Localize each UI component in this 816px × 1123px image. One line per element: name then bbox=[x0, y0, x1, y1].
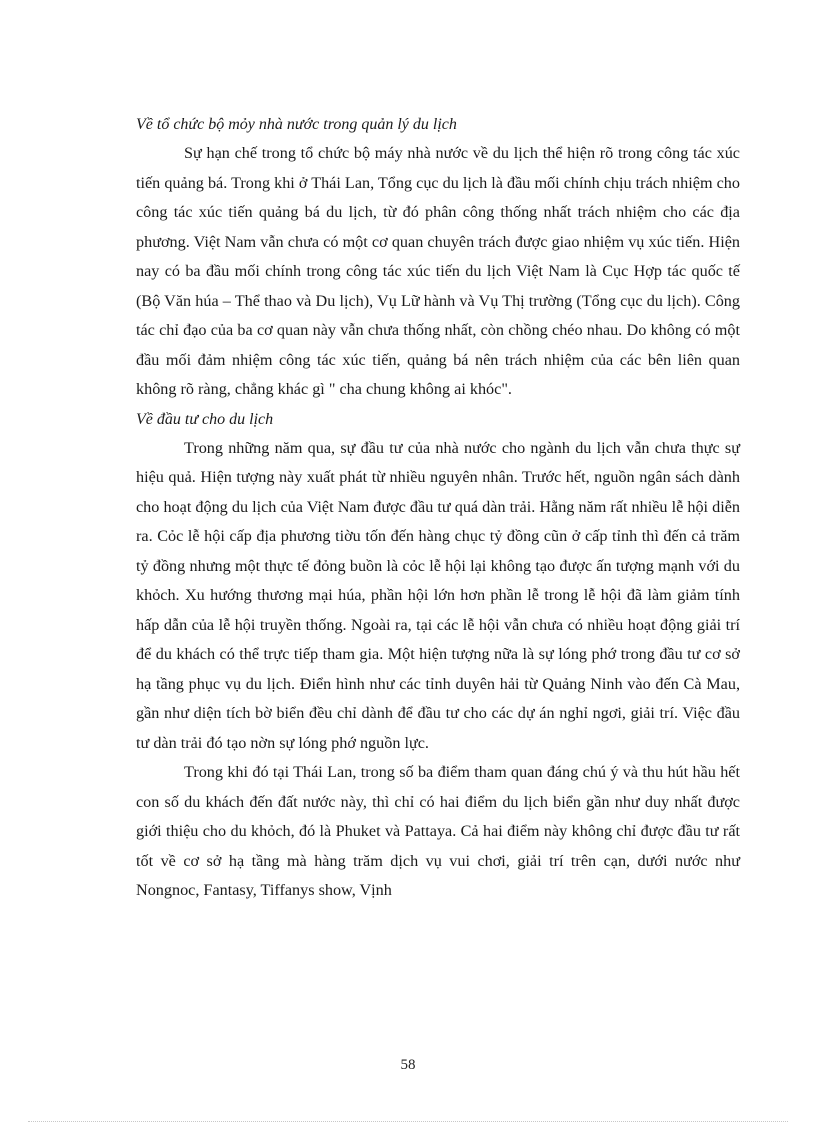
paragraph-organization: Sự hạn chế trong tổ chức bộ máy nhà nước về du lịch thể hiện rõ trong công tác xúc tiến quảng bá. Trong khi ở Thái Lan, Tổng cục du lịch là đầu mối chính chịu trách nhiệm cho công tác xúc tiến quảng bá du lịch, từ đó phân công thống nhất trách nhiệm cho các địa phương. Việt Nam vẫn chưa có một cơ quan chuyên trách được giao nhiệm vụ xúc tiến. Hiện nay có ba đầu mối chính trong công tác xúc tiến du lịch Việt Nam là Cục Hợp tác quốc tế (Bộ Văn húa – Thể thao và Du lịch), Vụ Lữ hành và Vụ Thị trường (Tổng cục du lịch). Công tác chỉ đạo của ba cơ quan này vẫn chưa thống nhất, còn chồng chéo nhau. Do không có một đầu mối đảm nhiệm công tác xúc tiến, quảng bá nên trách nhiệm của các bên liên quan không rõ ràng, chẳng khác gì " cha chung không ai khóc". bbox=[136, 144, 740, 398]
paragraph-thailand-comparison: Trong khi đó tại Thái Lan, trong số ba điểm tham quan đáng chú ý và thu hút hầu hết con số du khách đến đất nước này, thì chỉ có hai điểm du lịch biển gần như duy nhất được giới thiệu cho du khỏch, đó là Phuket và Pattaya. Cả hai điểm này không chỉ được đầu tư rất tốt về cơ sở hạ tầng mà hàng trăm dịch vụ vui chơi, giải trí trên cạn, dưới nước như Nongnoc, Fantasy, Tiffanys show, Vịnh bbox=[136, 763, 740, 899]
page-bottom-divider bbox=[28, 1121, 788, 1122]
page-content bbox=[136, 110, 740, 906]
paragraph-investment: Trong những năm qua, sự đầu tư của nhà nước cho ngành du lịch vẫn chưa thực sự hiệu quả. Hiện tượng này xuất phát từ nhiều nguyên nhân. Trước hết, nguồn ngân sách dành cho hoạt động du lịch của Việt Nam được đầu tư quá dàn trải. Hằng năm rất nhiều lễ hội diễn ra. Cỏc lễ hội cấp địa phương tiờu tốn đến hàng chục tỷ đồng cũn ở cấp tỉnh thì đến cả trăm tỷ đồng nhưng một thực tế đỏng buồn là cỏc lễ hội lại không tạo được ấn tượng mạnh với du khỏch. Xu hướng thương mại húa, phần hội lớn hơn phần lễ trong lễ hội đã làm giảm tính hấp dẫn của lễ hội truyền thống. Ngoài ra, tại các lễ hội vẫn chưa có nhiều hoạt động giải trí để du khách có thể trực tiếp tham gia. Một hiện tượng nữa là sự lóng phớ trong đầu tư cơ sở hạ tầng phục vụ du lịch. Điển hình như các tỉnh duyên hải từ Quảng Ninh vào đến Cà Mau, gần như diện tích bờ biển đều chỉ dành để đầu tư cho các dự án nghỉ ngơi, giải trí. Việc đầu tư dàn trải đó tạo nờn sự lóng phớ nguồn lực. bbox=[136, 438, 740, 752]
page-number: 58 bbox=[400, 1057, 416, 1073]
section-heading-organization: Về tổ chức bộ mỏy nhà nước trong quản lý du lịch bbox=[136, 116, 457, 133]
section-heading-investment: Về đầu tư cho du lịch bbox=[136, 410, 274, 428]
